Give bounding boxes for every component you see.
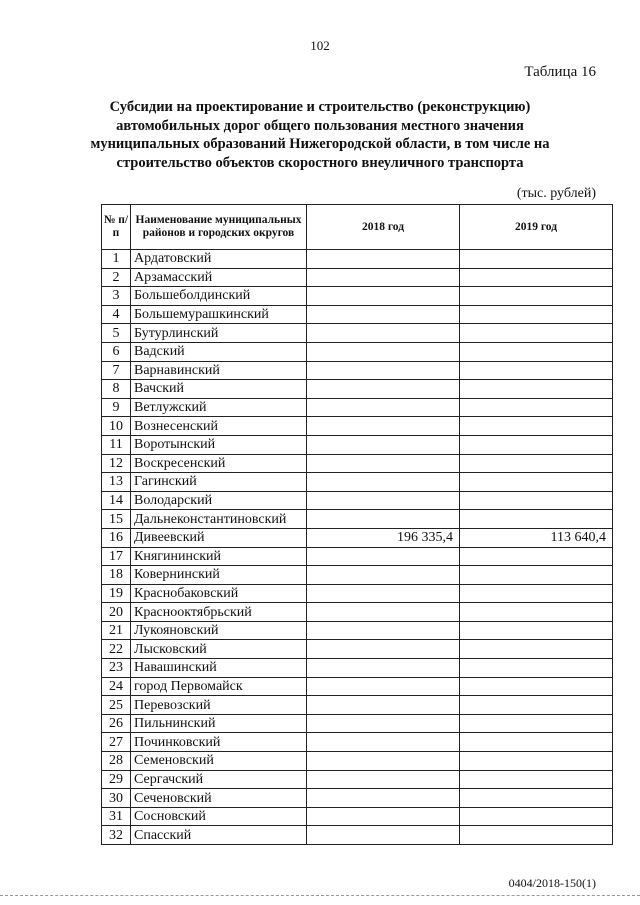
row-number: 15 (102, 510, 131, 529)
row-value-2019 (460, 547, 613, 566)
row-number: 8 (102, 380, 131, 399)
row-name: Ковернинский (131, 566, 307, 585)
row-name: Сергачский (131, 770, 307, 789)
table-row (102, 677, 613, 696)
row-value-2019 (460, 268, 613, 287)
row-value-2018 (307, 696, 460, 715)
table-row (102, 659, 613, 678)
row-value-2018 (307, 677, 460, 696)
row-value-2018 (307, 454, 460, 473)
row-value-2018 (307, 287, 460, 306)
row-number: 19 (102, 584, 131, 603)
row-value-2019 (460, 584, 613, 603)
row-name: Воскресенский (131, 454, 307, 473)
row-value-2018 (307, 733, 460, 752)
row-value-2019 (460, 733, 613, 752)
row-name: Спасский (131, 826, 307, 845)
header-2019: 2019 год (460, 205, 613, 250)
row-value-2018 (307, 473, 460, 492)
row-value-2018 (307, 659, 460, 678)
table-row (102, 714, 613, 733)
row-number: 16 (102, 528, 131, 547)
row-value-2018 (307, 640, 460, 659)
row-name: Лысковский (131, 640, 307, 659)
row-number: 1 (102, 250, 131, 269)
row-value-2018 (307, 268, 460, 287)
row-name: Вадский (131, 342, 307, 361)
row-value-2019 (460, 287, 613, 306)
row-value-2019 (460, 714, 613, 733)
row-number: 28 (102, 752, 131, 771)
row-value-2019 (460, 677, 613, 696)
row-value-2018 (307, 807, 460, 826)
row-number: 10 (102, 417, 131, 436)
table-row (102, 473, 613, 492)
row-value-2018 (307, 361, 460, 380)
row-number: 3 (102, 287, 131, 306)
table-row (102, 752, 613, 771)
row-value-2018 (307, 826, 460, 845)
table-row (102, 324, 613, 343)
row-value-2019 (460, 789, 613, 808)
row-number: 29 (102, 770, 131, 789)
row-value-2019 (460, 659, 613, 678)
row-value-2019 (460, 250, 613, 269)
document-code: 0404/2018-150(1) (508, 876, 596, 890)
row-value-2019 (460, 342, 613, 361)
row-name: Сосновский (131, 807, 307, 826)
row-value-2018 (307, 566, 460, 585)
row-name: Вознесенский (131, 417, 307, 436)
row-value-2019 (460, 752, 613, 771)
row-number: 13 (102, 473, 131, 492)
row-number: 18 (102, 566, 131, 585)
row-value-2019 (460, 454, 613, 473)
subsidy-table (101, 204, 613, 845)
row-value-2019 (460, 826, 613, 845)
document-title: Субсидии на проектирование и строительство (реконструкцию) автомобильных дорог общего пользования местного значения муниципальных образований Нижегородской области, в том числе на строительство объектов скоростного внеуличного транспорта (90, 99, 550, 171)
row-number: 26 (102, 714, 131, 733)
row-name: Арзамасский (131, 268, 307, 287)
row-name: Починковский (131, 733, 307, 752)
row-number: 21 (102, 621, 131, 640)
row-number: 14 (102, 491, 131, 510)
table-row (102, 417, 613, 436)
header-num: № п/п (102, 205, 131, 250)
table-row (102, 733, 613, 752)
row-name: Варнавинский (131, 361, 307, 380)
row-value-2018 (307, 584, 460, 603)
table-row (102, 789, 613, 808)
table-row (102, 361, 613, 380)
table-row (102, 305, 613, 324)
row-value-2018 (307, 752, 460, 771)
row-value-2019 (460, 621, 613, 640)
row-value-2019 (460, 770, 613, 789)
row-value-2019 (460, 380, 613, 399)
row-name: Ветлужский (131, 398, 307, 417)
table-row (102, 287, 613, 306)
row-value-2018 (307, 250, 460, 269)
row-number: 32 (102, 826, 131, 845)
row-name: Княгининский (131, 547, 307, 566)
table-row (102, 696, 613, 715)
row-value-2018 (307, 380, 460, 399)
row-value-2018 (307, 510, 460, 529)
table-row (102, 435, 613, 454)
table-row (102, 547, 613, 566)
table-header-row (102, 205, 613, 250)
table-row (102, 770, 613, 789)
row-value-2018 (307, 417, 460, 436)
row-number: 4 (102, 305, 131, 324)
row-name: Воротынский (131, 435, 307, 454)
row-value-2019 (460, 305, 613, 324)
row-name: Бутурлинский (131, 324, 307, 343)
row-name: Большеболдинский (131, 287, 307, 306)
table-row (102, 621, 613, 640)
row-value-2019 (460, 566, 613, 585)
row-number: 11 (102, 435, 131, 454)
row-name: Краснобаковский (131, 584, 307, 603)
table-row (102, 807, 613, 826)
row-value-2018 (307, 789, 460, 808)
page-number: 102 (310, 38, 330, 53)
row-name: Пильнинский (131, 714, 307, 733)
row-value-2019 (460, 603, 613, 622)
table-row (102, 268, 613, 287)
row-number: 22 (102, 640, 131, 659)
header-2018: 2018 год (307, 205, 460, 250)
row-value-2018 (307, 621, 460, 640)
row-number: 20 (102, 603, 131, 622)
row-name: Ардатовский (131, 250, 307, 269)
row-value-2019 (460, 435, 613, 454)
table-row (102, 491, 613, 510)
row-value-2019 (460, 807, 613, 826)
row-value-2018: 196 335,4 (307, 528, 460, 547)
table-row (102, 380, 613, 399)
row-value-2018 (307, 398, 460, 417)
row-value-2019 (460, 640, 613, 659)
row-name: Краснооктябрьский (131, 603, 307, 622)
row-value-2019 (460, 398, 613, 417)
table-row (102, 454, 613, 473)
row-name: Лукояновский (131, 621, 307, 640)
row-value-2018 (307, 491, 460, 510)
row-number: 27 (102, 733, 131, 752)
row-value-2019 (460, 696, 613, 715)
row-name: Большемурашкинский (131, 305, 307, 324)
table-row (102, 250, 613, 269)
table-row (102, 826, 613, 845)
row-name: город Первомайск (131, 677, 307, 696)
row-number: 25 (102, 696, 131, 715)
row-name: Перевозский (131, 696, 307, 715)
row-number: 6 (102, 342, 131, 361)
row-name: Вачский (131, 380, 307, 399)
row-value-2018 (307, 603, 460, 622)
table-label: Таблица 16 (524, 64, 596, 80)
row-value-2019 (460, 417, 613, 436)
row-value-2019 (460, 510, 613, 529)
row-name: Володарский (131, 491, 307, 510)
row-value-2019 (460, 361, 613, 380)
row-number: 17 (102, 547, 131, 566)
table-row (102, 510, 613, 529)
row-number: 9 (102, 398, 131, 417)
table-row (102, 566, 613, 585)
row-number: 5 (102, 324, 131, 343)
row-value-2019: 113 640,4 (460, 528, 613, 547)
row-number: 2 (102, 268, 131, 287)
table-row (102, 398, 613, 417)
row-name: Дивеевский (131, 528, 307, 547)
row-value-2018 (307, 547, 460, 566)
row-name: Семеновский (131, 752, 307, 771)
header-name: Наименование муниципальных районов и городских округов (131, 205, 307, 250)
row-value-2018 (307, 770, 460, 789)
row-number: 23 (102, 659, 131, 678)
row-name: Сеченовский (131, 789, 307, 808)
row-number: 31 (102, 807, 131, 826)
row-name: Навашинский (131, 659, 307, 678)
row-value-2018 (307, 435, 460, 454)
row-value-2019 (460, 324, 613, 343)
row-value-2019 (460, 473, 613, 492)
row-value-2018 (307, 714, 460, 733)
row-number: 24 (102, 677, 131, 696)
row-name: Дальнеконстантиновский (131, 510, 307, 529)
row-number: 30 (102, 789, 131, 808)
table-row (102, 584, 613, 603)
row-value-2019 (460, 491, 613, 510)
table-row (102, 342, 613, 361)
row-name: Гагинский (131, 473, 307, 492)
row-value-2018 (307, 324, 460, 343)
units-label: (тыс. рублей) (516, 186, 596, 201)
row-value-2018 (307, 342, 460, 361)
scan-artifact-line (0, 895, 640, 896)
row-value-2018 (307, 305, 460, 324)
table-body (102, 250, 613, 845)
table-row (102, 603, 613, 622)
table-row (102, 640, 613, 659)
row-number: 7 (102, 361, 131, 380)
row-number: 12 (102, 454, 131, 473)
table-row (102, 528, 613, 547)
